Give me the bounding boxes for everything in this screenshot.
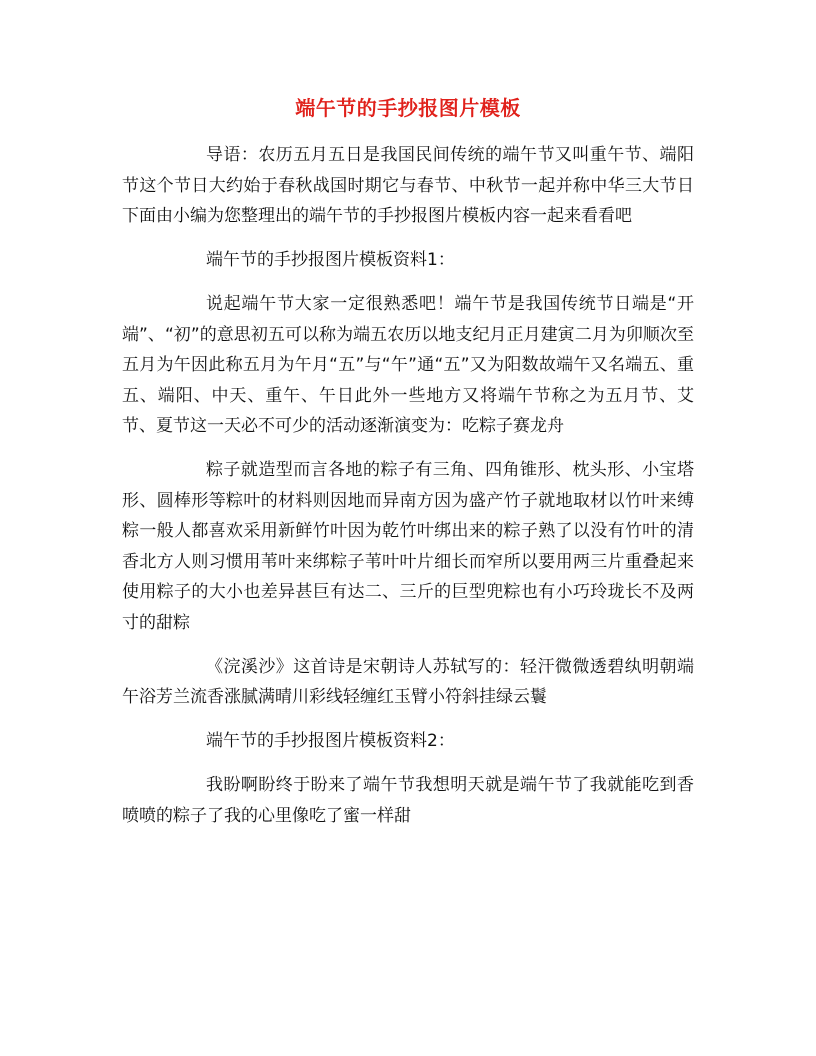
paragraph-anticipation: 我盼啊盼终于盼来了端午节我想明天就是端午节了我就能吃到香喷喷的粽子了我的心里像吃了蜜一样甜 bbox=[122, 775, 694, 826]
paragraph-origin: 说起端午节大家一定很熟悉吧！端午节是我国传统节日端是“开端”、“初”的意思初五可以称为端五农历以地支纪月正月建寅二月为卯顺次至五月为午因此称五月为午月“五”与“午”通“五”又为阳数故端午又名端五、重五、端阳、中天、重午、午日此外一些地方又将端午节称之为五月节、艾节、夏节这一天必不可少的活动逐渐演变为：吃粽子赛龙舟 bbox=[122, 294, 694, 436]
paragraph-poem: 《浣溪沙》这首诗是宋朝诗人苏轼写的：轻汗微微透碧纨明朝端午浴芳兰流香涨腻满晴川彩线轻缠红玉臂小符斜挂绿云鬟 bbox=[122, 656, 694, 707]
paragraph-zongzi: 粽子就造型而言各地的粽子有三角、四角锥形、枕头形、小宝塔形、圆棒形等粽叶的材料则因地而异南方因为盛产竹子就地取材以竹叶来缚粽一般人都喜欢采用新鲜竹叶因为乾竹叶绑出来的粽子熟了以没有竹叶的清香北方人则习惯用苇叶来绑粽子苇叶叶片细长而窄所以要用两三片重叠起来使用粽子的大小也差异甚巨有达二、三斤的巨型兜粽也有小巧玲珑长不及两寸的甜粽 bbox=[122, 460, 694, 633]
document-body bbox=[122, 140, 694, 845]
paragraph-intro: 导语：农历五月五日是我国民间传统的端午节又叫重午节、端阳节这个节日大约始于春秋战国时期它与春节、中秋节一起并称中华三大节日下面由小编为您整理出的端午节的手抄报图片模板内容一起来看看吧 bbox=[122, 145, 694, 226]
paragraph-heading-material-1: 端午节的手抄报图片模板资料1： bbox=[206, 250, 455, 270]
document-title: 端午节的手抄报图片模板 bbox=[295, 96, 521, 120]
paragraph-heading-material-2: 端午节的手抄报图片模板资料2： bbox=[206, 731, 455, 751]
